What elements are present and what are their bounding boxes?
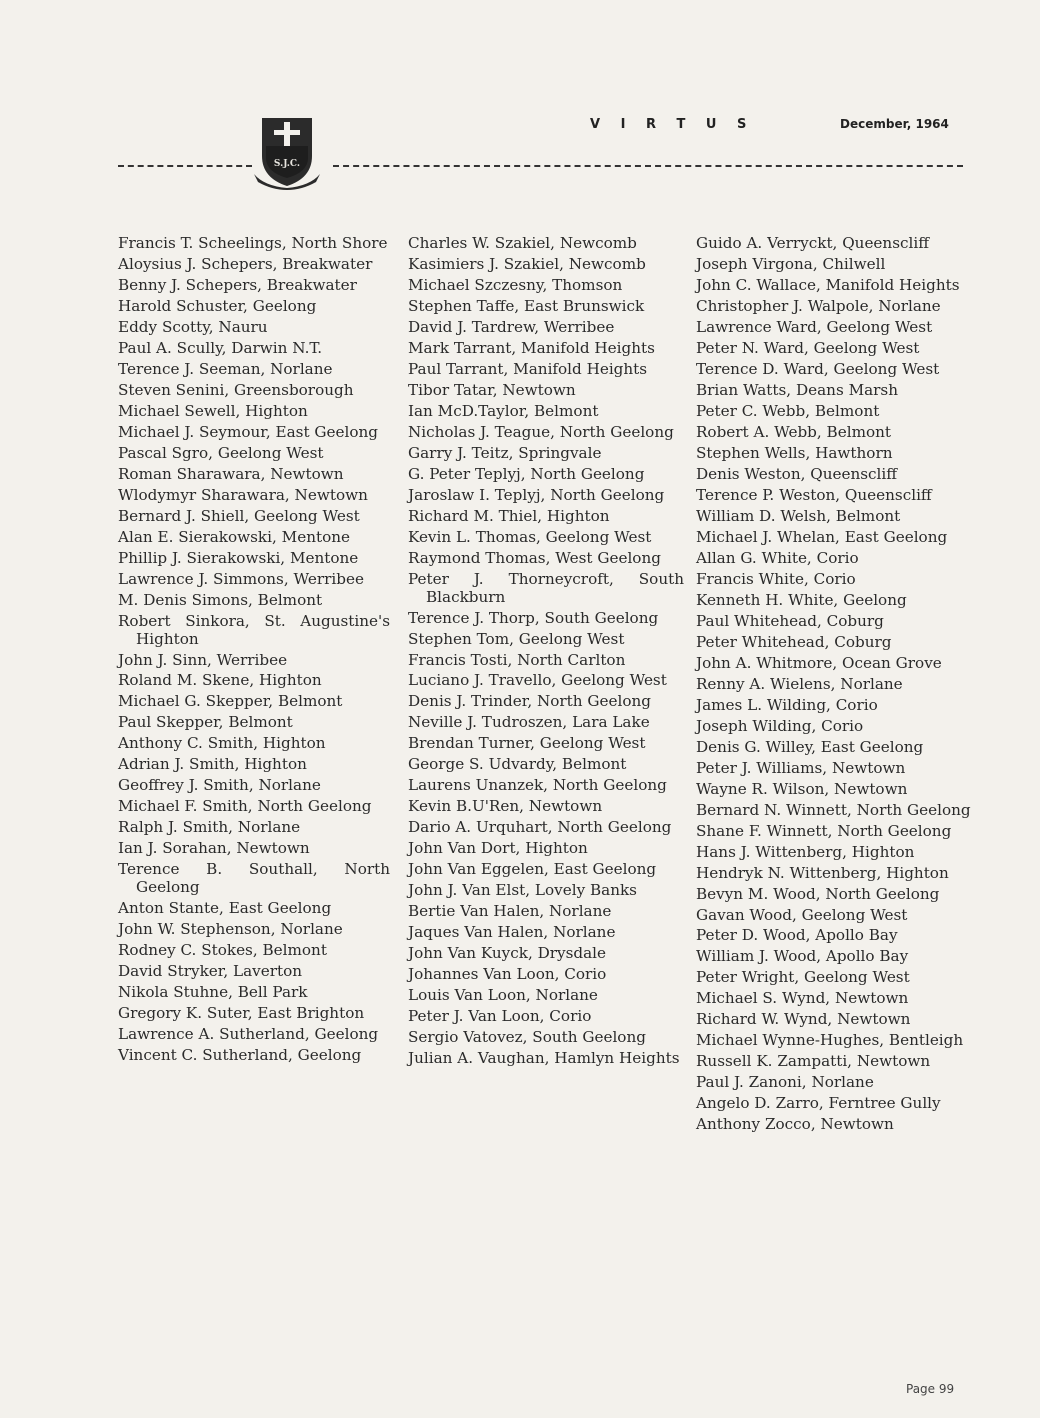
list-item: Kasimiers J. Szakiel, Newcomb: [408, 254, 646, 273]
list-item: Stephen Wells, Hawthorn: [696, 443, 893, 462]
list-item: Laurens Unanzek, North Geelong: [408, 776, 667, 795]
issue-date: December, 1964: [840, 117, 949, 131]
list-item: Steven Senini, Greensborough: [118, 380, 354, 399]
list-item: Peter J. Thorneycroft, South Blackburn: [408, 569, 684, 606]
list-item: Bertie Van Halen, Norlane: [408, 902, 612, 921]
list-item: Wayne R. Wilson, Newtown: [696, 779, 908, 798]
list-item: Peter N. Ward, Geelong West: [696, 338, 920, 357]
list-item: Peter J. Williams, Newtown: [696, 758, 906, 777]
list-item: Tibor Tatar, Newtown: [408, 380, 576, 399]
list-item: Hendryk N. Wittenberg, Highton: [696, 863, 949, 882]
list-item: Michael Szczesny, Thomson: [408, 275, 623, 294]
list-item: Louis Van Loon, Norlane: [408, 986, 598, 1005]
crest-text: S.J.C.: [273, 159, 301, 169]
list-item: Angelo D. Zarro, Ferntree Gully: [696, 1094, 941, 1113]
list-item: Neville J. Tudroszen, Lara Lake: [408, 713, 650, 732]
list-item: Terence P. Weston, Queenscliff: [696, 485, 932, 504]
list-item: Roland M. Skene, Highton: [118, 671, 322, 690]
list-item: Denis Weston, Queenscliff: [696, 464, 898, 483]
list-item: Paul Tarrant, Manifold Heights: [408, 359, 648, 378]
list-item: John A. Whitmore, Ocean Grove: [696, 653, 942, 672]
list-item: Kevin B.U'Ren, Newtown: [408, 797, 603, 816]
list-item: Bernard J. Shiell, Geelong West: [118, 506, 360, 525]
list-item: Bernard N. Winnett, North Geelong: [696, 800, 971, 819]
list-item: William D. Welsh, Belmont: [696, 506, 901, 525]
list-item: Nikola Stuhne, Bell Park: [118, 983, 308, 1002]
list-item: Harold Schuster, Geelong: [118, 296, 317, 315]
list-item: Michael G. Skepper, Belmont: [118, 692, 343, 711]
list-item: John J. Van Elst, Lovely Banks: [408, 881, 637, 900]
list-item: G. Peter Teplyj, North Geelong: [408, 464, 645, 483]
list-item: Eddy Scotty, Nauru: [118, 317, 268, 336]
list-item: Richard W. Wynd, Newtown: [696, 1010, 911, 1029]
list-item: Paul Skepper, Belmont: [118, 713, 293, 732]
list-item: Gregory K. Suter, East Brighton: [118, 1004, 365, 1023]
list-item: Renny A. Wielens, Norlane: [696, 674, 903, 693]
list-item: Lawrence A. Sutherland, Geelong: [118, 1025, 379, 1044]
list-item: Hans J. Wittenberg, Highton: [696, 842, 915, 861]
list-item: John Van Dort, Highton: [408, 839, 588, 858]
list-item: Terence J. Thorp, South Geelong: [408, 608, 659, 627]
page-number: Page 99: [906, 1382, 955, 1396]
list-item: Paul Whitehead, Coburg: [696, 611, 884, 630]
list-item: Michael J. Whelan, East Geelong: [696, 527, 948, 546]
list-item: Robert Sinkora, St. Augustine's Highton: [118, 611, 390, 648]
list-item: Ian McD.Taylor, Belmont: [408, 401, 599, 420]
list-item: Francis T. Scheelings, North Shore: [118, 234, 388, 252]
list-item: Luciano J. Travello, Geelong West: [408, 671, 667, 690]
name-column-3: [696, 235, 972, 1137]
list-item: Peter J. Van Loon, Corio: [408, 1007, 592, 1026]
name-column-2: [408, 235, 684, 1071]
page-header: [0, 0, 1040, 200]
list-item: Peter C. Webb, Belmont: [696, 401, 880, 420]
list-item: Anthony Zocco, Newtown: [696, 1115, 894, 1134]
list-item: Guido A. Verryckt, Queenscliff: [696, 234, 930, 252]
list-item: John W. Stephenson, Norlane: [118, 920, 343, 939]
name-column-1: [118, 235, 390, 1068]
list-item: Michael J. Seymour, East Geelong: [118, 422, 379, 441]
list-item: Denis J. Trinder, North Geelong: [408, 692, 651, 711]
list-item: Peter Whitehead, Coburg: [696, 632, 892, 651]
list-item: Paul A. Scully, Darwin N.T.: [118, 338, 323, 357]
list-item: Michael Sewell, Highton: [118, 401, 308, 420]
list-item: Michael S. Wynd, Newtown: [696, 989, 909, 1008]
list-item: Anton Stante, East Geelong: [118, 899, 332, 918]
list-item: Robert A. Webb, Belmont: [696, 422, 891, 441]
list-item: Bevyn M. Wood, North Geelong: [696, 884, 940, 903]
list-item: Allan G. White, Corio: [696, 548, 859, 567]
list-item: Stephen Tom, Geelong West: [408, 629, 625, 648]
list-item: Jaques Van Halen, Norlane: [408, 923, 616, 942]
list-item: Wlodymyr Sharawara, Newtown: [118, 485, 368, 504]
list-item: Michael Wynne-Hughes, Bentleigh: [696, 1031, 964, 1050]
list-item: Denis G. Willey, East Geelong: [696, 737, 924, 756]
list-item: Sergio Vatovez, South Geelong: [408, 1028, 646, 1047]
list-item: Benny J. Schepers, Breakwater: [118, 275, 357, 294]
list-item: Lawrence Ward, Geelong West: [696, 317, 933, 336]
list-item: Geoffrey J. Smith, Norlane: [118, 776, 321, 795]
list-item: Terence B. Southall, North Geelong: [118, 860, 390, 897]
list-item: John J. Sinn, Werribee: [118, 650, 288, 669]
list-item: Brendan Turner, Geelong West: [408, 734, 646, 753]
list-item: Brian Watts, Deans Marsh: [696, 380, 899, 399]
list-item: Francis White, Corio: [696, 569, 856, 588]
list-item: Phillip J. Sierakowski, Mentone: [118, 548, 359, 567]
list-item: Aloysius J. Schepers, Breakwater: [118, 254, 373, 273]
list-item: Joseph Virgona, Chilwell: [696, 254, 886, 273]
list-item: Mark Tarrant, Manifold Heights: [408, 338, 655, 357]
school-crest-icon: [252, 112, 322, 190]
list-item: David Stryker, Laverton: [118, 962, 302, 981]
list-item: Alan E. Sierakowski, Mentone: [118, 527, 350, 546]
list-item: William J. Wood, Apollo Bay: [696, 947, 909, 966]
list-item: Julian A. Vaughan, Hamlyn Heights: [408, 1049, 680, 1068]
list-item: Ian J. Sorahan, Newtown: [118, 839, 310, 858]
list-item: Nicholas J. Teague, North Geelong: [408, 422, 674, 441]
list-item: Roman Sharawara, Newtown: [118, 464, 344, 483]
list-item: Adrian J. Smith, Highton: [118, 755, 307, 774]
list-item: Anthony C. Smith, Highton: [118, 734, 326, 753]
list-item: John Van Kuyck, Drysdale: [408, 944, 607, 963]
list-item: David J. Tardrew, Werribee: [408, 317, 615, 336]
list-item: John C. Wallace, Manifold Heights: [696, 275, 960, 294]
list-item: Russell K. Zampatti, Newtown: [696, 1052, 931, 1071]
list-item: Gavan Wood, Geelong West: [696, 905, 908, 924]
list-item: Terence J. Seeman, Norlane: [118, 359, 333, 378]
list-item: Kevin L. Thomas, Geelong West: [408, 527, 652, 546]
list-item: Stephen Taffe, East Brunswick: [408, 296, 645, 315]
list-item: Kenneth H. White, Geelong: [696, 590, 907, 609]
header-rule-right: [333, 165, 963, 167]
list-item: Peter D. Wood, Apollo Bay: [696, 926, 898, 945]
list-item: Johannes Van Loon, Corio: [408, 965, 607, 984]
list-item: Jaroslaw I. Teplyj, North Geelong: [408, 485, 665, 504]
list-item: George S. Udvardy, Belmont: [408, 755, 627, 774]
list-item: James L. Wilding, Corio: [696, 695, 878, 714]
list-item: Michael F. Smith, North Geelong: [118, 797, 372, 816]
list-item: Lawrence J. Simmons, Werribee: [118, 569, 364, 588]
list-item: Paul J. Zanoni, Norlane: [696, 1073, 874, 1092]
list-item: M. Denis Simons, Belmont: [118, 590, 323, 609]
list-item: Pascal Sgro, Geelong West: [118, 443, 324, 462]
list-item: Ralph J. Smith, Norlane: [118, 818, 301, 837]
list-item: Vincent C. Sutherland, Geelong: [118, 1046, 362, 1065]
list-item: Peter Wright, Geelong West: [696, 968, 910, 987]
list-item: Christopher J. Walpole, Norlane: [696, 296, 941, 315]
list-item: Joseph Wilding, Corio: [696, 716, 864, 735]
header-rule-left: [118, 165, 252, 167]
list-item: Rodney C. Stokes, Belmont: [118, 941, 327, 960]
list-item: Garry J. Teitz, Springvale: [408, 443, 602, 462]
list-item: Dario A. Urquhart, North Geelong: [408, 818, 672, 837]
list-item: Raymond Thomas, West Geelong: [408, 548, 661, 567]
list-item: Shane F. Winnett, North Geelong: [696, 821, 952, 840]
list-item: Terence D. Ward, Geelong West: [696, 359, 940, 378]
list-item: Richard M. Thiel, Highton: [408, 506, 610, 525]
list-item: Charles W. Szakiel, Newcomb: [408, 234, 637, 252]
list-item: John Van Eggelen, East Geelong: [408, 860, 657, 879]
magazine-title: V I R T U S: [590, 117, 755, 132]
list-item: Francis Tosti, North Carlton: [408, 650, 626, 669]
